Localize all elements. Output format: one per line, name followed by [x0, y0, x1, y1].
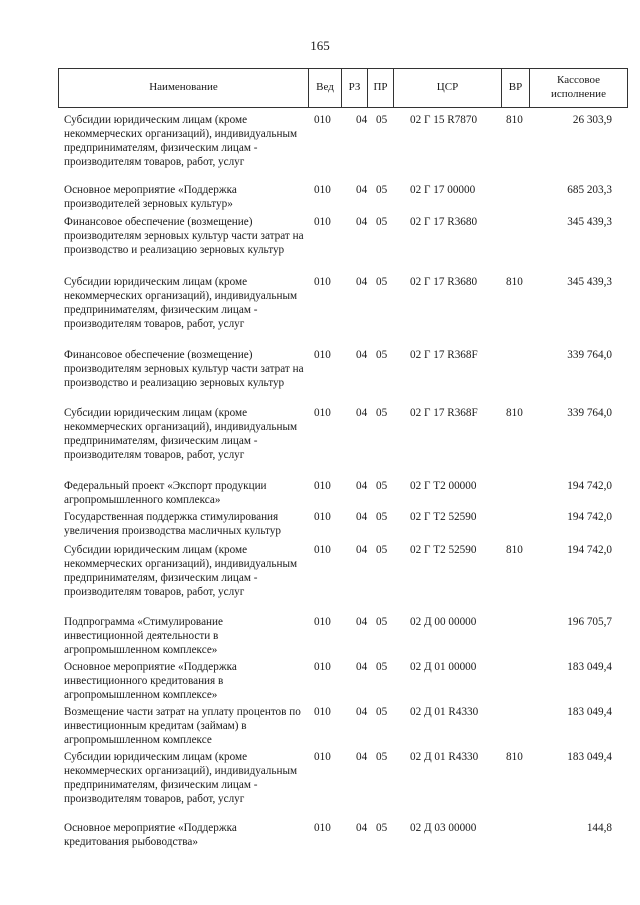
row-rz: 04 — [356, 114, 368, 126]
row-name: Субсидии юридическим лицам (кроме некоммерческих организаций), индивидуальным предпринимателям, физическим лицам - производителям товаров, работ, услуг — [64, 544, 298, 598]
header-ved: Вед — [309, 69, 342, 107]
row-name: Основное мероприятие «Поддержка кредитования рыбоводства» — [64, 822, 237, 848]
row-pr: 05 — [376, 349, 388, 361]
row-rz: 04 — [356, 407, 368, 419]
header-vr: ВР — [502, 69, 530, 107]
row-vr: 810 — [506, 114, 523, 126]
row-ved: 010 — [314, 511, 331, 523]
row-pr: 05 — [376, 616, 388, 628]
header-csr: ЦСР — [394, 69, 502, 107]
row-sum: 194 742,0 — [567, 544, 612, 556]
row-ved: 010 — [314, 349, 331, 361]
row-sum: 196 705,7 — [567, 616, 612, 628]
row-csr: 02 Д 01 R4330 — [410, 706, 479, 718]
row-pr: 05 — [376, 706, 388, 718]
row-ved: 010 — [314, 276, 331, 288]
row-csr: 02 Г 17 R3680 — [410, 216, 478, 228]
row-name: Основное мероприятие «Поддержка инвестиционного кредитования в агропромышленном комплексе» — [64, 661, 237, 701]
row-name: Федеральный проект «Экспорт продукции агропромышленного комплекса» — [64, 480, 267, 506]
row-sum: 183 049,4 — [567, 751, 612, 763]
header-pr: ПР — [368, 69, 394, 107]
row-sum: 345 439,3 — [567, 216, 612, 228]
row-ved: 010 — [314, 706, 331, 718]
row-name: Возмещение части затрат на уплату процентов по инвестиционным кредитам (займам) в агропромышленном комплексе — [64, 706, 301, 746]
row-csr: 02 Г 15 R7870 — [410, 114, 478, 126]
row-csr: 02 Г 17 R3680 — [410, 276, 478, 288]
row-pr: 05 — [376, 544, 388, 556]
row-sum: 183 049,4 — [567, 661, 612, 673]
row-sum: 685 203,3 — [567, 184, 612, 196]
row-csr: 02 Д 01 R4330 — [410, 751, 479, 763]
row-pr: 05 — [376, 480, 388, 492]
row-sum: 345 439,3 — [567, 276, 612, 288]
row-rz: 04 — [356, 706, 368, 718]
row-ved: 010 — [314, 216, 331, 228]
page-number: 165 — [310, 38, 330, 53]
header-sum: Кассовое исполнение — [551, 74, 606, 100]
row-pr: 05 — [376, 751, 388, 763]
row-ved: 010 — [314, 544, 331, 556]
row-name: Подпрограмма «Стимулирование инвестиционной деятельности в агропромышленном комплексе» — [64, 616, 223, 656]
row-sum: 339 764,0 — [567, 349, 612, 361]
row-ved: 010 — [314, 480, 331, 492]
row-sum: 194 742,0 — [567, 480, 612, 492]
row-csr: 02 Г T2 52590 — [410, 511, 477, 523]
row-pr: 05 — [376, 114, 388, 126]
row-pr: 05 — [376, 216, 388, 228]
row-ved: 010 — [314, 407, 331, 419]
row-rz: 04 — [356, 184, 368, 196]
row-rz: 04 — [356, 216, 368, 228]
row-csr: 02 Г 17 R368F — [410, 349, 478, 361]
row-rz: 04 — [356, 276, 368, 288]
row-rz: 04 — [356, 822, 368, 834]
row-csr: 02 Г T2 00000 — [410, 480, 477, 492]
row-ved: 010 — [314, 822, 331, 834]
row-name: Финансовое обеспечение (возмещение) производителям зерновых культур части затрат на производство и реализацию зерновых культур — [64, 216, 304, 256]
table-header — [58, 68, 628, 108]
row-ved: 010 — [314, 184, 331, 196]
row-ved: 010 — [314, 114, 331, 126]
row-csr: 02 Д 03 00000 — [410, 822, 477, 834]
row-vr: 810 — [506, 751, 523, 763]
row-pr: 05 — [376, 407, 388, 419]
row-name: Субсидии юридическим лицам (кроме некоммерческих организаций), индивидуальным предпринимателям, физическим лицам - производителям товаров, работ, услуг — [64, 751, 298, 805]
row-pr: 05 — [376, 822, 388, 834]
row-csr: 02 Д 00 00000 — [410, 616, 477, 628]
row-name: Основное мероприятие «Поддержка производителей зерновых культур» — [64, 184, 237, 210]
row-pr: 05 — [376, 276, 388, 288]
row-ved: 010 — [314, 661, 331, 673]
row-sum: 339 764,0 — [567, 407, 612, 419]
row-sum: 26 303,9 — [572, 114, 612, 126]
row-rz: 04 — [356, 751, 368, 763]
row-vr: 810 — [506, 407, 523, 419]
row-csr: 02 Г 17 00000 — [410, 184, 476, 196]
row-sum: 183 049,4 — [567, 706, 612, 718]
row-rz: 04 — [356, 349, 368, 361]
header-name: Наименование — [59, 69, 309, 107]
row-csr: 02 Д 01 00000 — [410, 661, 477, 673]
row-rz: 04 — [356, 480, 368, 492]
row-sum: 194 742,0 — [567, 511, 612, 523]
row-csr: 02 Г 17 R368F — [410, 407, 478, 419]
row-vr: 810 — [506, 544, 523, 556]
row-name: Финансовое обеспечение (возмещение) производителям зерновых культур части затрат на производство и реализацию зерновых культур — [64, 349, 304, 389]
row-csr: 02 Г T2 52590 — [410, 544, 477, 556]
row-ved: 010 — [314, 751, 331, 763]
row-pr: 05 — [376, 184, 388, 196]
row-rz: 04 — [356, 661, 368, 673]
row-name: Субсидии юридическим лицам (кроме некоммерческих организаций), индивидуальным предпринимателям, физическим лицам - производителям товаров, работ, услуг — [64, 276, 298, 330]
row-rz: 04 — [356, 616, 368, 628]
row-rz: 04 — [356, 544, 368, 556]
row-name: Субсидии юридическим лицам (кроме некоммерческих организаций), индивидуальным предпринимателям, физическим лицам - производителям товаров, работ, услуг — [64, 114, 298, 168]
row-pr: 05 — [376, 661, 388, 673]
row-pr: 05 — [376, 511, 388, 523]
row-name: Государственная поддержка стимулирования увеличения производства масличных культур — [64, 511, 281, 537]
row-sum: 144,8 — [586, 822, 612, 834]
row-name: Субсидии юридическим лицам (кроме некоммерческих организаций), индивидуальным предпринимателям, физическим лицам - производителям товаров, работ, услуг — [64, 407, 298, 461]
row-vr: 810 — [506, 276, 523, 288]
row-ved: 010 — [314, 616, 331, 628]
header-rz: РЗ — [342, 69, 368, 107]
row-rz: 04 — [356, 511, 368, 523]
